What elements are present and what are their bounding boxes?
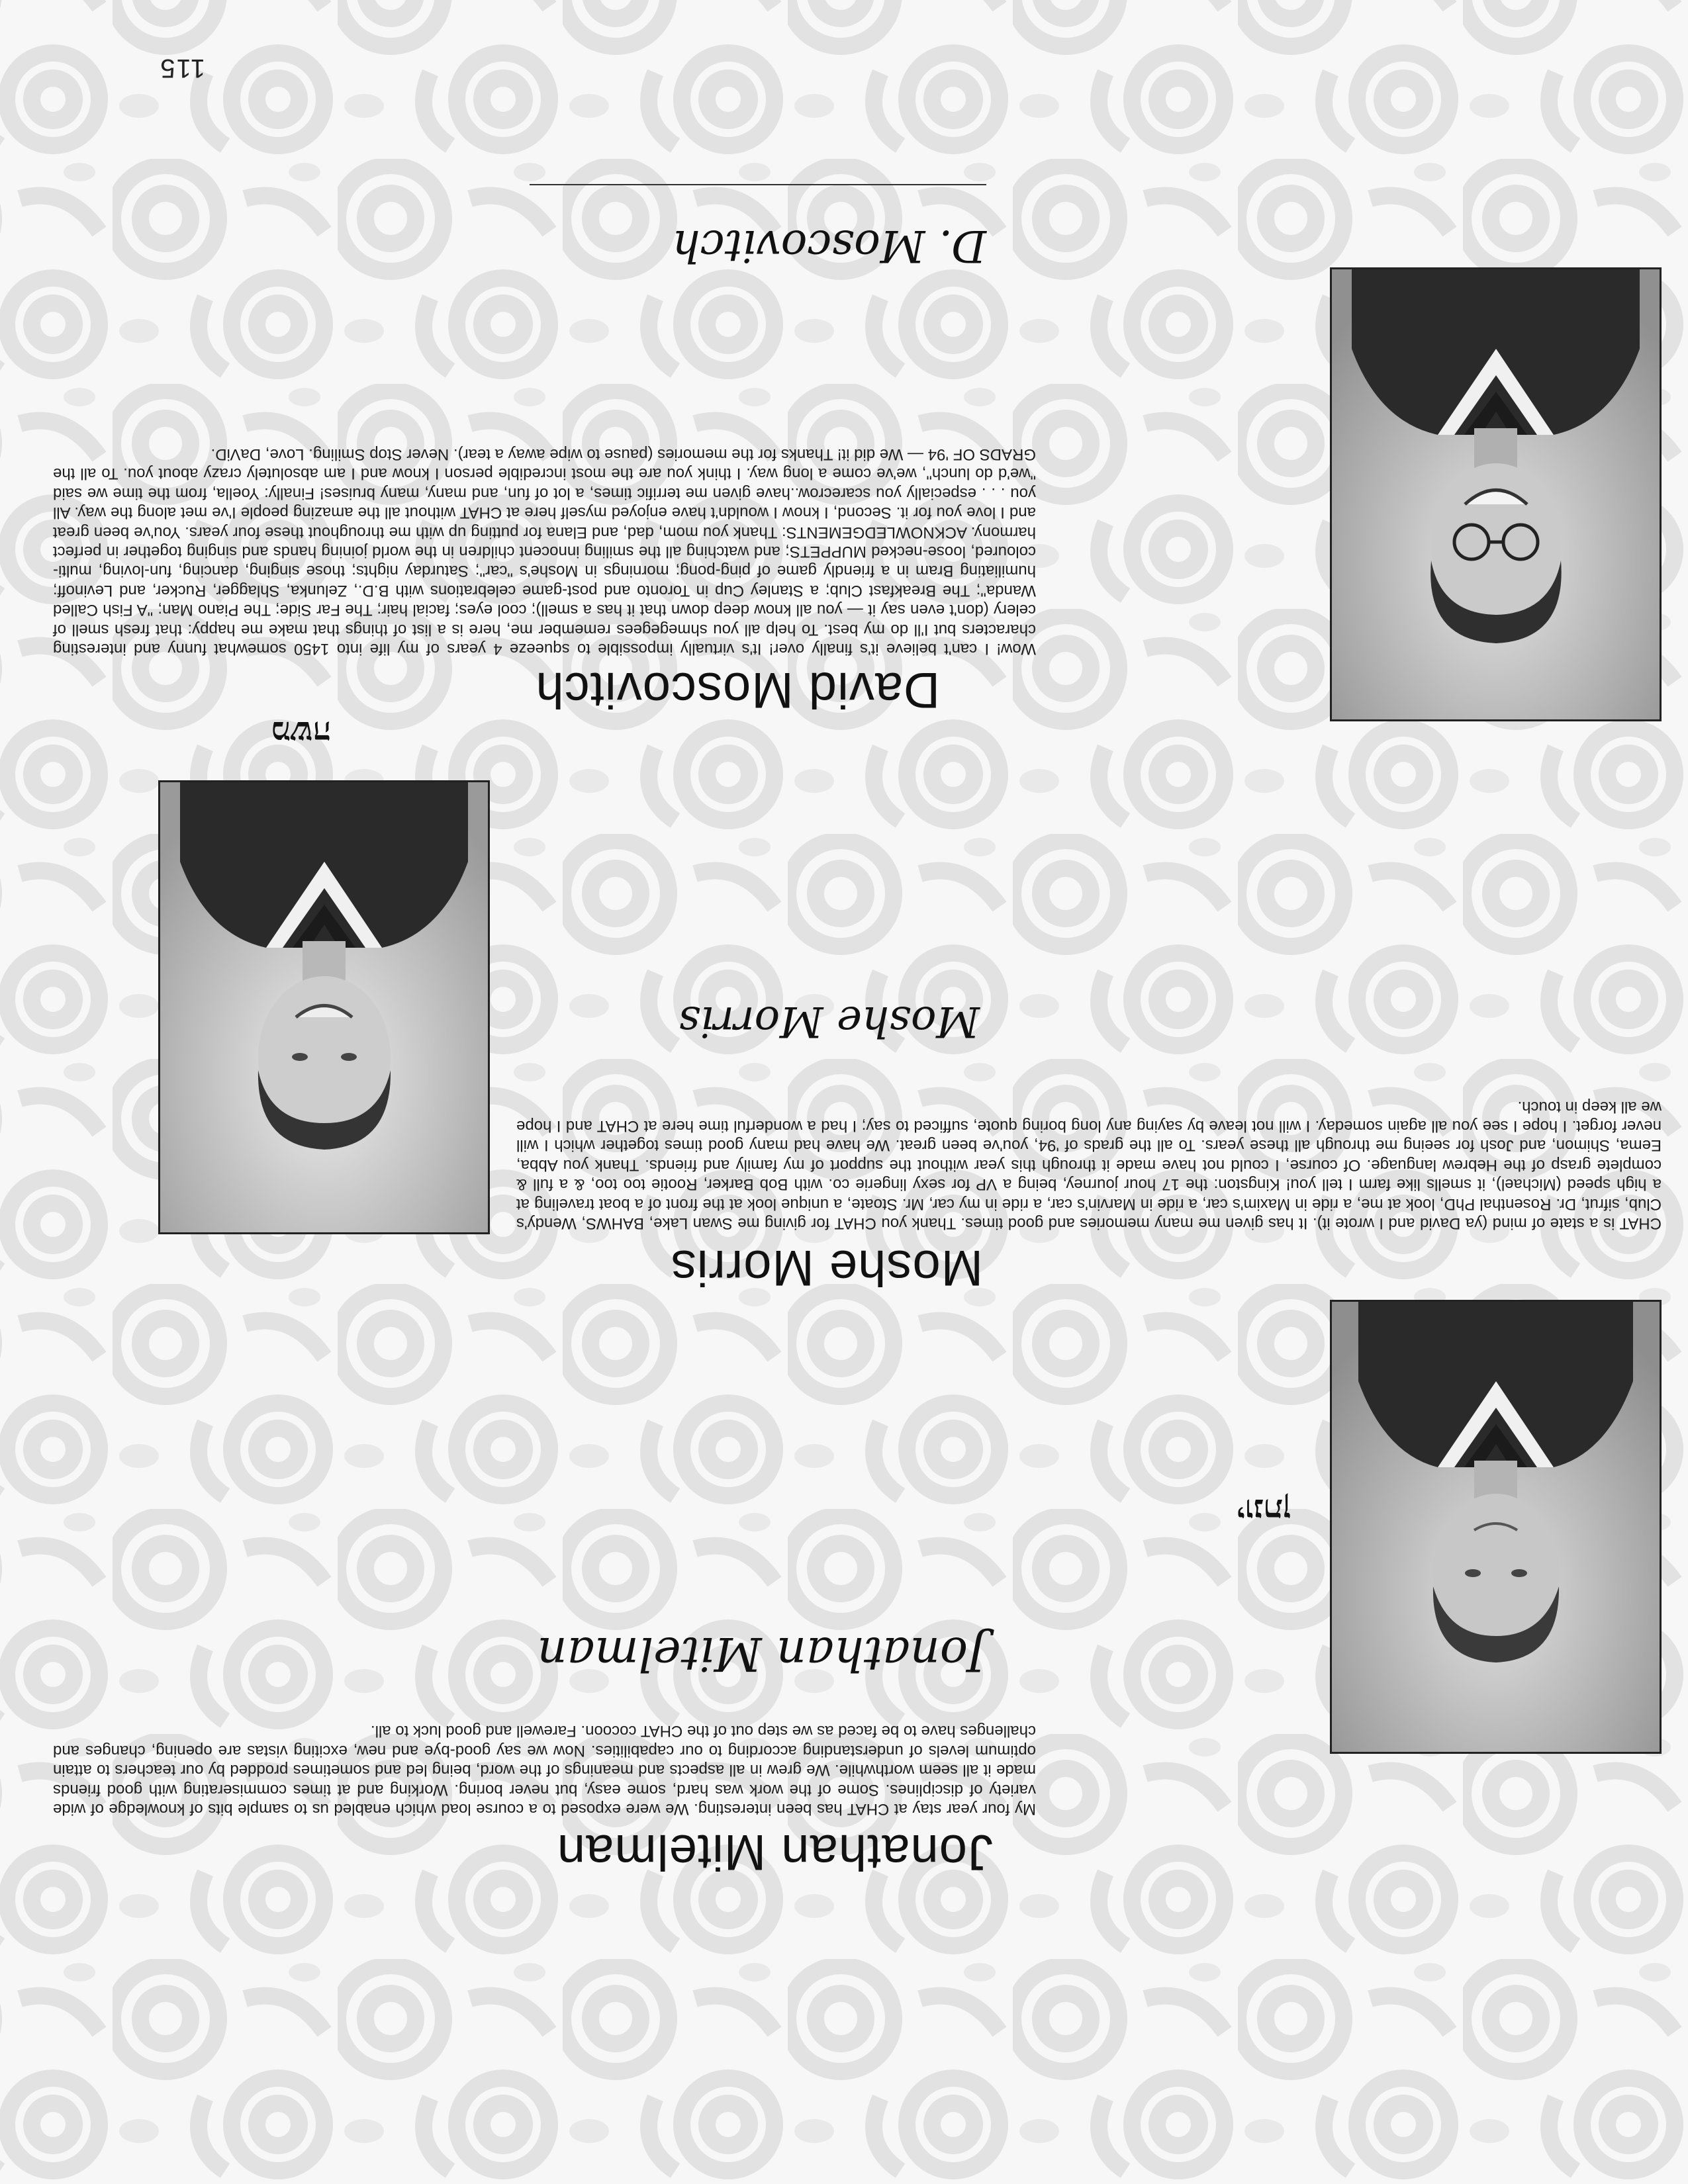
student-portrait-david-moscovitch (1330, 267, 1662, 721)
student-bio-david-moscovitch: Wow! I can't believe it's finally over! It's virtually impossible to squeeze 4 years of my life into 1450 somewhat funny and interesting characters but I'll do my best. To help all you shmegegees remember me, here is a list of things that make me happy: that fresh smell of celery (don't even say it — you all know deep down that it has a smell); cool eyes; facial hair; The Far Side; The Piano Man; "A Fish Called Wanda"; The Breakfast Club; a Stanley Cup in Toronto and post-game celebrations with B.D., Zelunka, Shlagger, Rucker, and Levinoff; humiliating Bram in a friendly game of ping-pong; mornings in Moshe's "car"; Saturday nights; those singing, dancing, fun-loving, multi-coloured, loose-necked MUPPETS; and watching all the smiling innocent children in the world joining hands and singing together in perfect harmony. ACKNOWLEDGEMENTS: Thank you mom, dad, and Elana for putting up with me throughout these four years. You've been great and I love you for it. Second, I know I wouldn't have enjoyed myself here at CHAT without all the amazing people I've met along the way. All you . . . especially you scarecrow..have given me terrific times, a lot of fun, and many, many bruises! Finally: Yoella, from the time we said "we'd do lunch", we've come a long way. I think you are the most incredible person I know and I am absolutely crazy about you. To all the GRADS OF '94 — We did it! Thanks for the memories (pause to wipe away a tear). Never Stop Smiling. Love, DaViD. (53, 445, 1036, 658)
signature-david-moscovitch (672, 220, 986, 271)
student-name-jonathan-mitelman: Jonathan Mitelman (556, 1824, 993, 1880)
signature-jonathan-mitelman (537, 1627, 986, 1681)
signature-text-moshe: Moshe Morris (679, 997, 980, 1046)
student-name-david-moscovitch: David Moscovitch (535, 662, 940, 718)
signature-text-david: D. Moscovitch (672, 220, 986, 271)
student-name-moshe-morris: Moshe Morris (670, 1240, 983, 1296)
hebrew-name-jonathan: יונתן (1237, 1492, 1291, 1529)
page-number: 115 (159, 54, 205, 83)
signature-underline-david (530, 184, 986, 185)
signature-moshe-morris (679, 997, 980, 1046)
student-bio-moshe-morris: CHAT is a state of mind (ya David and I wrote it). It has given me many memories and good times. Thank you CHAT for giving me Swan Lake, BAHWS, Wendy's Club, sifrut, Dr. Rosenthal PhD, look at me, a ride in Maxim's car, a ride in Marvin's car, a ride in my car, Mr. Stoate, a unique look at the front of a boat traveling at a high speed (Michael), it smells like farm I tell you! Kingston: the 17 hour journey, being a VP for sexy lingerie co. with Bob Barker, Rootie too too, & a full & complete grasp of the Hebrew language. Of course, I could not have made it through this year without the support of my family and friends. Thank you Abba, Eema, Shimon, and Josh for seeing me through all these years. To all the grads of '94, you've been great. We have had many good times together which I will never forget. I hope I see you all again someday. I will not leave by saying any long boring quote, sufficed to say; I had a wonderful time here at CHAT and I hope we all keep in touch. (516, 1097, 1662, 1232)
signature-text-jonathan: Jonathan Mitelman (537, 1627, 986, 1681)
student-bio-jonathan-mitelman: My four year stay at CHAT has been interesting. We were exposed to a course load which enabled us to sample bits of knowledge of wide variety of disciplines. Some of the work was hard, some easy, but never boring. Working and at times commiserating with good friends made it all seem worthwhile. We grew in all aspects and meanings of the word, being led and sometimes prodded by our teachers to attain optimum levels of understanding according to our capabilities. Now we say good-bye and new, exciting vistas are opening, changes and challenges have to be faced as we step out of the CHAT cocoon. Farewell and good luck to all. (53, 1722, 1036, 1818)
student-portrait-jonathan-mitelman (1330, 1300, 1662, 1754)
hebrew-name-moshe: משה (271, 714, 331, 751)
student-portrait-moshe-morris (158, 780, 490, 1234)
